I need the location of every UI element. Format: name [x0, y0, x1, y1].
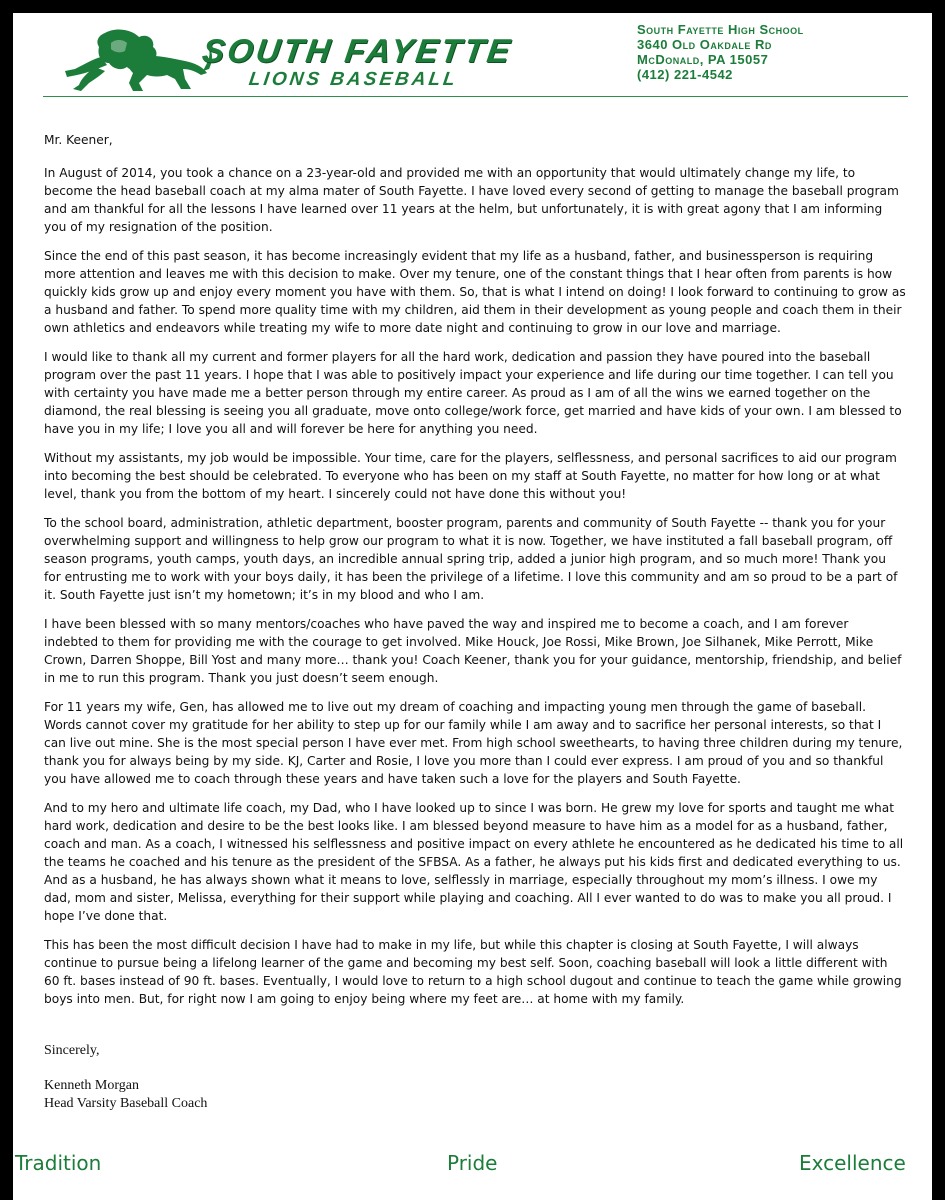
salutation: Mr. Keener, — [44, 133, 113, 147]
paragraph: I would like to thank all my current and former players for all the hard work, dedication and passion they have poured into the baseball program over the past 11 years. I hope that I was able to positively impact your experience and life during our time together. I can tell you with certainty you have made me a better person through my entire career. As proud as I am of all the wins we earned together on the diamond, the real blessing is seeing you all graduate, move onto college/work force, get married and have kids of your own. I am blessed to have you in my life; I love you all and will forever be here for anything you need. — [44, 350, 902, 436]
address-line: South Fayette High School — [637, 22, 804, 37]
letter-body — [44, 131, 906, 1019]
closing: Sincerely, — [44, 1043, 100, 1058]
paragraph: In August of 2014, you took a chance on a 23-year-old and provided me with an opportunity that would ultimately change my life, to become the head baseball coach at my alma mater of South Fayette. I have loved every second of getting to manage the baseball program and am thankful for all the lessons I have learned over 11 years at the helm, but unfortunately, it is with great agony that I am informing you of my resignation of the position. — [44, 166, 899, 234]
footer-pride: Pride — [447, 1151, 498, 1175]
paragraph: This has been the most difficult decision I have had to make in my life, but while this chapter is closing at South Fayette, I will always continue to pursue being a lifelong learner of the game and becoming my best self. Soon, coaching baseball will look a little different with 60 ft. bases instead of 90 ft. bases. Eventually, I would love to return to a high school dugout and continue to teach the game while growing boys into men. But, for right now I am going to enjoy being where my feet are… at home with my family. — [44, 938, 902, 1006]
address-line: 3640 Old Oakdale Rd — [637, 37, 772, 52]
signer-title: Head Varsity Baseball Coach — [44, 1096, 208, 1111]
letterhead — [13, 13, 932, 109]
brand-wordmark — [197, 33, 515, 91]
paragraph: I have been blessed with so many mentors/coaches who have paved the way and inspired me to become a coach, and I am forever indebted to them for providing me with the courage to get involved. Mike Houck, Joe Rossi, Mike Brown, Joe Silhanek, Mike Perrott, Mike Crown, Darren Shoppe, Bill Yost and many more… thank you! Coach Keener, thank you for your guidance, mentorship, friendship, and belief in me to run this program. Thank you just doesn’t seem enough. — [44, 617, 902, 685]
paragraph: And to my hero and ultimate life coach, my Dad, who I have looked up to since I was born. He grew my love for sports and taught me what hard work, dedication and desire to be the best looks like. I am blessed beyond measure to have him as a model for as a husband, father, coach and man. As a coach, I witnessed his selflessness and positive impact on every athlete he encountered as he dedicated his time to all the teams he coached and his tenure as the president of the SFBSA. As a father, he always put his kids first and dedicated everything to us. And as a husband, he has always shown what it means to love, selflessly in marriage, especially throughout my mom’s illness. I owe my dad, mom and sister, Melissa, everything for their support while playing and coaching. All I ever wanted to do was to make you all proud. I hope I’ve done that. — [44, 801, 904, 923]
footer-tradition: Tradition — [15, 1151, 102, 1175]
paragraph: For 11 years my wife, Gen, has allowed me to live out my dream of coaching and impacting young men through the game of baseball. Words cannot cover my gratitude for her ability to step up for our family while I am away and to sacrifice her personal interests, so that I can live out mine. She is the most special person I have ever met. From high school sweethearts, to having three children during my tenure, thank you for always being by my side. KJ, Carter and Rosie, I love you more than I could ever express. I am proud of you and so thankful you have allowed me to coach through these years and have taken such a love for the players and South Fayette. — [44, 700, 903, 786]
lion-icon — [35, 27, 213, 95]
brand-title: SOUTH FAYETTE — [200, 32, 515, 69]
letter-page — [13, 13, 932, 1200]
address-line: McDonald, PA 15057 — [637, 52, 769, 67]
header-divider — [43, 96, 908, 97]
address-line: (412) 221-4542 — [637, 67, 733, 82]
footer-excellence: Excellence — [799, 1151, 906, 1175]
school-address — [637, 22, 804, 82]
signer-name: Kenneth Morgan — [44, 1078, 139, 1093]
paragraph: To the school board, administration, athletic department, booster program, parents and community of South Fayette -- thank you for your overwhelming support and willingness to help grow our program to what it is now. Together, we have instituted a fall baseball program, off season programs, youth camps, youth days, an incredible annual spring trip, added a junior high program, and so much more! Thank you for entrusting me to work with your boys daily, it has been the privilege of a lifetime. I love this community and am so proud to be a part of it. South Fayette just isn’t my hometown; it’s in my blood and who I am. — [44, 516, 898, 602]
paragraph: Without my assistants, my job would be impossible. Your time, care for the players, selflessness, and personal sacrifices to aid our program into becoming the best should be celebrated. To everyone who has been on my staff at South Fayette, no matter for how long or at what level, thank you from the bottom of my heart. I sincerely could not have done this without you! — [44, 451, 897, 501]
brand-subtitle: LIONS BASEBALL — [247, 69, 460, 90]
paragraph: Since the end of this past season, it has become increasingly evident that my life as a husband, father, and businessperson is requiring more attention and leaves me with this decision to make. Over my tenure, one of the constant things that I hear often from parents is how quickly kids grow up and enjoy every moment you have with them. So, that is what I intend on doing! I look forward to continuing to grow as a husband and father. To spend more quality time with my children, aid them in their development as young people and coach them in their own athletics and endeavors while treating my wife to more date night and continuing to grow in our love and marriage. — [44, 249, 906, 335]
